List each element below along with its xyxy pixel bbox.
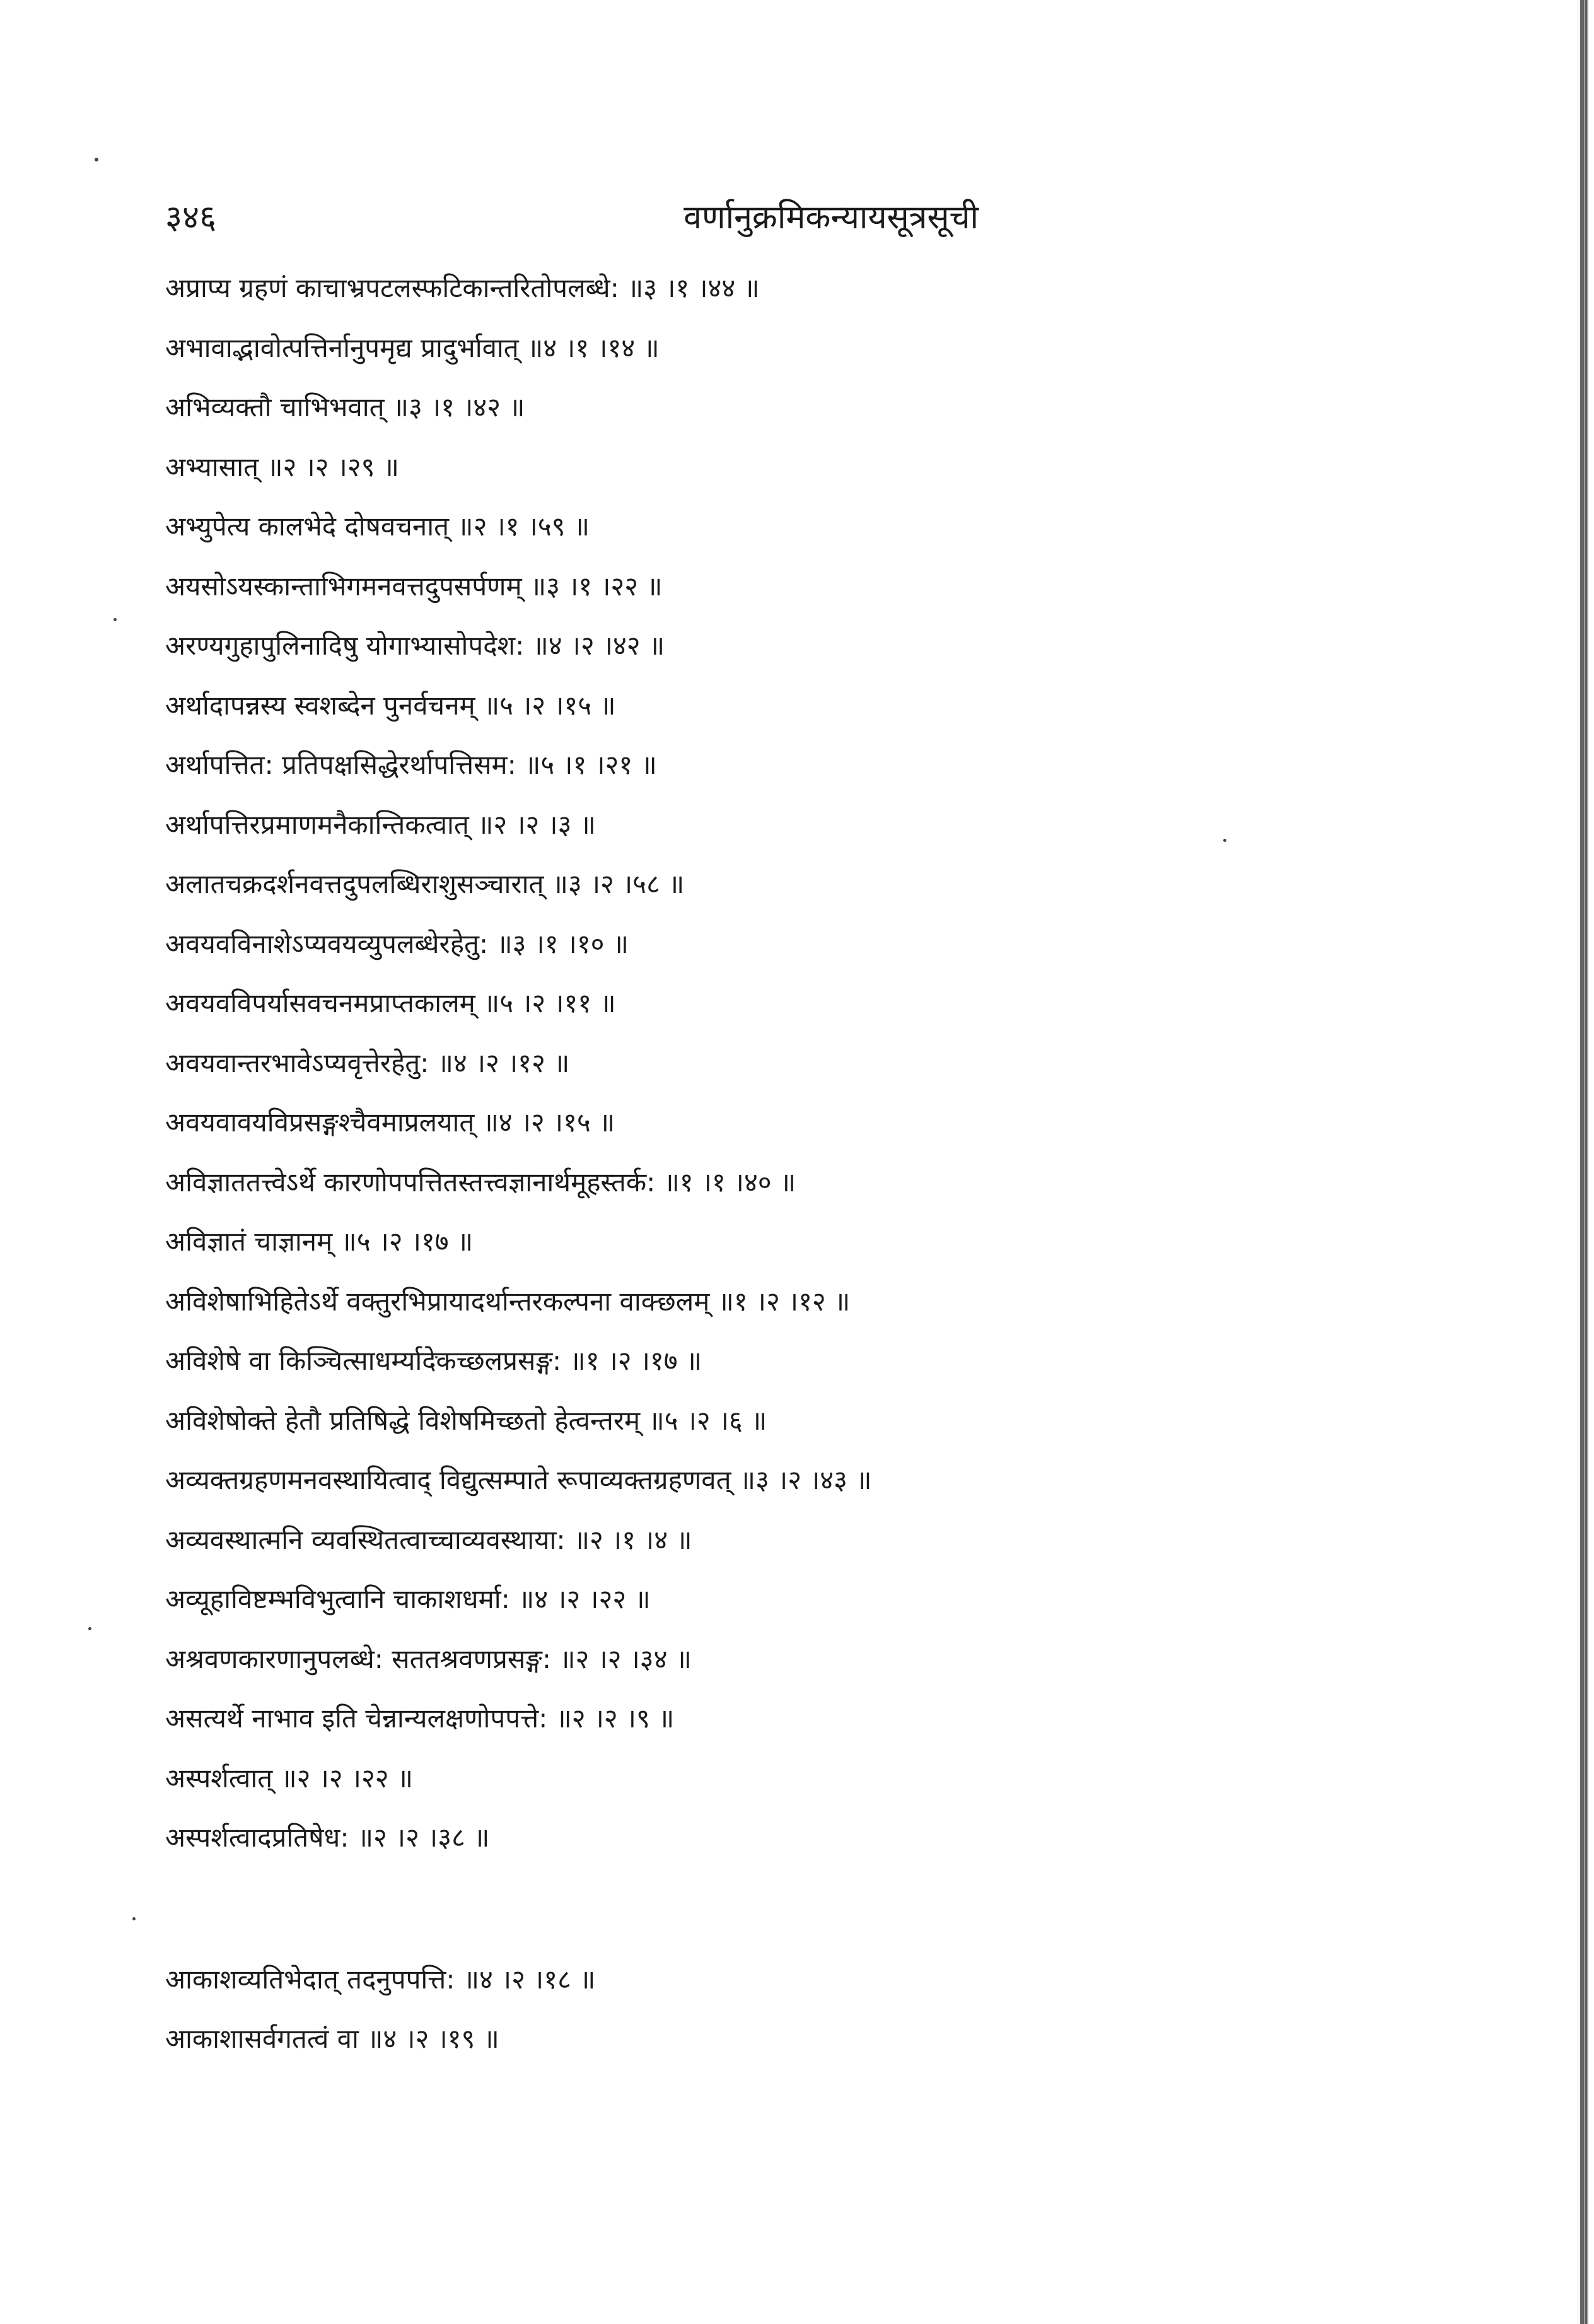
- page-edge: [1576, 0, 1594, 2324]
- sutra-entry: अविशेषोक्ते हेतौ प्रतिषिद्धे विशेषमिच्छतो हेत्वन्तरम् ॥५ ।२ ।६ ॥: [165, 1404, 767, 1436]
- scan-speck: [88, 1627, 91, 1630]
- page-edge-shadow: [1580, 0, 1584, 2324]
- sutra-entry: अरण्यगुहापुलिनादिषु योगाभ्यासोपदेश: ॥४ ।२ ।४२ ॥: [165, 630, 665, 661]
- sutra-entry: अवयवान्तरभावेऽप्यवृत्तेरहेतु: ॥४ ।२ ।१२ ॥: [165, 1047, 570, 1078]
- sutra-entry: अश्रवणकारणानुपलब्धे: सततश्रवणप्रसङ्ग: ॥२ ।२ ।३४ ॥: [165, 1643, 692, 1674]
- sutra-entry: अविज्ञातं चाज्ञानम् ॥५ ।२ ।१७ ॥: [165, 1226, 474, 1257]
- page-number: ३४६: [165, 199, 217, 236]
- page-header: [165, 189, 979, 246]
- sutra-entry: अभिव्यक्तौ चाभिभवात् ॥३ ।१ ।४२ ॥: [165, 392, 525, 423]
- sutra-entry: अविशेषे वा किञ्चित्साधर्म्यादेकच्छलप्रसङ्ग: ॥१ ।२ ।१७ ॥: [165, 1345, 702, 1376]
- sutra-entry: अविशेषाभिहितेऽर्थे वक्तुरभिप्रायादर्थान्तरकल्पना वाक्छलम् ॥१ ।२ ।१२ ॥: [165, 1285, 851, 1317]
- sutra-index-list: [165, 259, 1098, 2069]
- sutra-entry: अर्थादापन्नस्य स्वशब्देन पुनर्वचनम् ॥५ ।२ ।१५ ॥: [165, 689, 616, 721]
- sutra-entry: अविज्ञाततत्त्वेऽर्थे कारणोपपत्तितस्तत्त्वज्ञानार्थमूहस्तर्क: ॥१ ।१ ।४० ॥: [165, 1166, 796, 1198]
- scan-speck: [113, 618, 117, 621]
- sutra-entry: अवयवविनाशेऽप्यवयव्युपलब्धेरहेतु: ॥३ ।१ ।१० ॥: [165, 928, 629, 959]
- sutra-entry: अभावाद्भावोत्पत्तिर्नानुपमृद्य प्रादुर्भावात् ॥४ ।१ ।१४ ॥: [165, 332, 660, 363]
- sutra-entry: आकाशासर्वगतत्वं वा ॥४ ।२ ।१९ ॥: [165, 2023, 499, 2054]
- sutra-entry: आकाशव्यतिभेदात् तदनुपपत्ति: ॥४ ।२ ।१८ ॥: [165, 1963, 596, 1995]
- running-title: वर्णानुक्रमिकन्यायसूत्रसूची: [684, 199, 979, 236]
- sutra-entry: अस्पर्शत्वादप्रतिषेध: ॥२ ।२ ।३८ ॥: [165, 1822, 490, 1853]
- sutra-entry: अवयवविपर्यासवचनमप्राप्तकालम् ॥५ ।२ ।११ ॥: [165, 988, 616, 1019]
- sutra-entry: अप्राप्य ग्रहणं काचाभ्रपटलस्फटिकान्तरितोपलब्धे: ॥३ ।१ ।४४ ॥: [165, 272, 760, 303]
- section-gap: [165, 1868, 1098, 1950]
- sutra-entry: असत्यर्थे नाभाव इति चेन्नान्यलक्षणोपपत्ते: ॥२ ।२ ।९ ॥: [165, 1703, 675, 1734]
- sutra-entry: अव्यूहाविष्टम्भविभुत्वानि चाकाशधर्मा: ॥४ ।२ ।२२ ॥: [165, 1584, 651, 1615]
- sutra-entry: अलातचक्रदर्शनवत्तदुपलब्धिराशुसञ्चारात् ॥३ ।२ ।५८ ॥: [165, 868, 685, 899]
- sutra-entry: अस्पर्शत्वात् ॥२ ।२ ।२२ ॥: [165, 1762, 414, 1794]
- scan-speck: [1223, 839, 1226, 842]
- sutra-entry: अभ्यासात् ॥२ ।२ ।२९ ॥: [165, 451, 399, 482]
- sutra-entry: अभ्युपेत्य कालभेदे दोषवचनात् ॥२ ।१ ।५९ ॥: [165, 511, 590, 542]
- scan-speck: [95, 158, 98, 161]
- scan-speck: [132, 1917, 136, 1920]
- sutra-entry: अर्थापत्तिरप्रमाणमनैकान्तिकत्वात् ॥२ ।२ ।३ ॥: [165, 809, 596, 840]
- sutra-entry: अव्यवस्थात्मनि व्यवस्थितत्वाच्चाव्यवस्थाया: ॥२ ।१ ।४ ॥: [165, 1524, 692, 1555]
- sutra-entry: अवयवावयविप्रसङ्गश्चैवमाप्रलयात् ॥४ ।२ ।१५ ॥: [165, 1107, 615, 1138]
- sutra-entry: अव्यक्तग्रहणमनवस्थायित्वाद् विद्युत्सम्पाते रूपाव्यक्तग्रहणवत् ॥३ ।२ ।४३ ॥: [165, 1464, 872, 1495]
- sutra-entry: अर्थापत्तित: प्रतिपक्षसिद्धेरर्थापत्तिसम: ॥५ ।१ ।२१ ॥: [165, 749, 657, 780]
- sutra-entry: अयसोऽयस्कान्ताभिगमनवत्तदुपसर्पणम् ॥३ ।१ ।२२ ॥: [165, 570, 663, 602]
